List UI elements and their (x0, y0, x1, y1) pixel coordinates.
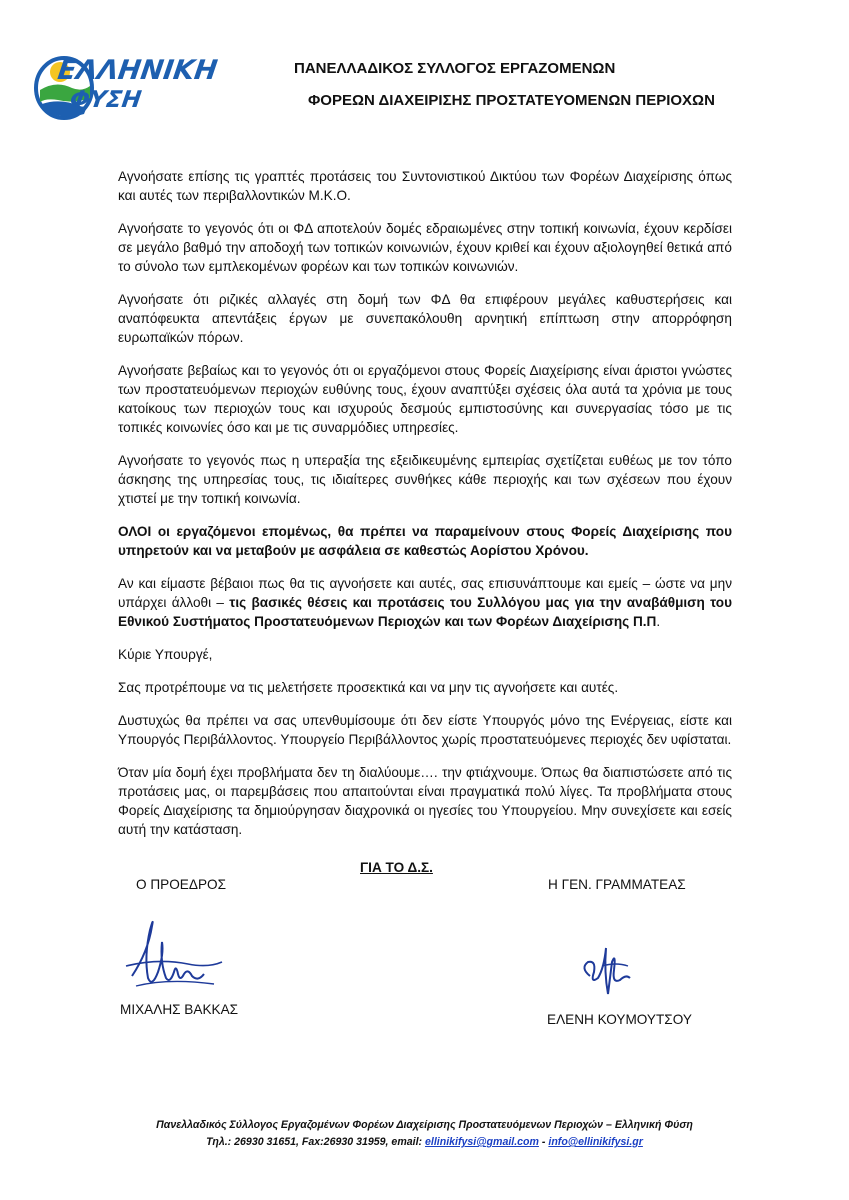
footer-email-gmail-link[interactable]: ellinikifysi@gmail.com (425, 1136, 539, 1148)
paragraph-7-bold: τις βασικές θέσεις και προτάσεις του Συλλόγου μας για την αναβάθμιση του Εθνικού Συστήματος Προστατευόμενων Περιοχών και των Φορέων Διαχείρισης Π.Π (118, 595, 732, 629)
paragraph-4: Αγνοήσατε βεβαίως και το γεγονός ότι οι εργαζόμενοι στους Φορείς Διαχείρισης είναι άριστοι γνώστες των προστατευόμενων περιοχών ευθύνης τους, έχουν αναπτύξει σχέσεις όλα αυτά τα χρόνια με τους κατοίκους των περιοχών τους και ισχυρούς δεσμούς εμπιστοσύνης και συνεργασίας τόσο με τις τοπικές κοινωνίες όσο και με τις συναρμόδιες υπηρεσίες. (118, 363, 732, 435)
president-name: ΜΙΧΑΛΗΣ ΒΑΚΚΑΣ (120, 1002, 239, 1017)
secretary-name: ΕΛΕΝΗ ΚΟΥΜΟΥΤΣΟΥ (547, 1012, 692, 1027)
board-signature-title: ΓΙΑ ΤΟ Δ.Σ. (360, 860, 433, 875)
secretary-signature-icon (572, 938, 658, 1002)
secretary-role: Η ΓΕΝ. ΓΡΑΜΜΑΤΕΑΣ (548, 877, 686, 892)
footer-email-info-link[interactable]: info@ellinikifysi.gr (548, 1136, 643, 1148)
footer-phone-fax: Τηλ.: 26930 31651, Fax:26930 31959, email: (206, 1136, 425, 1148)
logo-text-line2: ΦΥΣΗ (68, 87, 143, 113)
paragraph-7 (118, 574, 732, 631)
logo-text-line1: ΕΛΛΗΝΙΚΗ (55, 55, 220, 86)
paragraph-7-text: Αν και είμαστε βέβαιοι πως θα τις αγνοήσετε και αυτές, σας επισυνάπτουμε και εμείς – ώστε να μην υπάρχει άλλοθι – (118, 576, 732, 610)
footer-organization: Πανελλαδικός Σύλλογος Εργαζομένων Φορέων Διαχείρισης Προστατευόμενων Περιοχών – Ελληνική Φύση (156, 1119, 693, 1131)
footer-separator: - (538, 1136, 549, 1148)
president-signature-icon (118, 912, 228, 994)
footer-contact (0, 1136, 849, 1148)
paragraph-6-bold: ΟΛΟΙ οι εργαζόμενοι επομένως, θα πρέπει να παραμείνουν στους Φορείς Διαχείρισης που υπηρετούν και να μεταβούν με ασφάλεια σε καθεστώς Αορίστου Χρόνου. (118, 524, 732, 558)
paragraph-11: Όταν μία δομή έχει προβλήματα δεν τη διαλύουμε…. την φτιάχνουμε. Όπως θα διαπιστώσετε από τις προτάσεις μας, οι παρεμβάσεις που απαιτούνται είναι πραγματικά πολύ λίγες. Τα προβλήματα στους Φορείς Διαχείρισης τα δημιούργησαν διαχρονικά οι ηγεσίες του Υπουργείου. Μην συνεχίσετε και εσείς αυτή την κατάσταση. (118, 765, 732, 837)
paragraph-5: Αγνοήσατε το γεγονός πως η υπεραξία της εξειδικευμένης εμπειρίας σχετίζεται ευθέως με τον τόπο άσκησης της υπηρεσίας τους, τις ιδιαίτερες συνθήκες κάθε περιοχής και των σχέσεων που έχουν χτιστεί με την τοπική κοινωνία. (118, 453, 732, 506)
org-header-line2: ΦΟΡΕΩΝ ΔΙΑΧΕΙΡΙΣΗΣ ΠΡΟΣΤΑΤΕΥΟΜΕΝΩΝ ΠΕΡΙΟΧΩΝ (308, 92, 715, 109)
salutation: Κύριε Υπουργέ, (118, 647, 213, 662)
paragraph-9: Σας προτρέπουμε να τις μελετήσετε προσεκτικά και να μην τις αγνοήσετε και αυτές. (118, 680, 619, 695)
paragraph-10: Δυστυχώς θα πρέπει να σας υπενθυμίσουμε ότι δεν είστε Υπουργός μόνο της Ενέργειας, είστε και Υπουργός Περιβάλλοντος. Υπουργείο Περιβάλλοντος χωρίς προστατευόμενες περιοχές δεν υφίσταται. (118, 713, 732, 747)
paragraph-7-end: . (656, 614, 661, 629)
letter-body (118, 167, 732, 853)
paragraph-2: Αγνοήσατε το γεγονός ότι οι ΦΔ αποτελούν δομές εδραιωμένες στην τοπική κοινωνία, έχουν κερδίσει σε μεγάλο βαθμό την αποδοχή των τοπικών κοινωνιών, έχουν κριθεί και έχουν αξιολογηθεί θετικά από το σύνολο των εμπλεκομένων φορέων και των τοπικών κοινωνιών. (118, 221, 732, 274)
president-role: Ο ΠΡΟΕΔΡΟΣ (136, 877, 226, 892)
paragraph-3: Αγνοήσατε ότι ριζικές αλλαγές στη δομή των ΦΔ θα επιφέρουν μεγάλες καθυστερήσεις και αναπόφευκτα απεντάξεις έργων με συνεπακόλουθη αρνητική επίπτωση στην απορρόφηση ευρωπαϊκών πόρων. (118, 292, 732, 345)
org-header-line1: ΠΑΝΕΛΛΑΔΙΚΟΣ ΣΥΛΛΟΓΟΣ ΕΡΓΑΖΟΜΕΝΩΝ (294, 60, 616, 77)
paragraph-1: Αγνοήσατε επίσης τις γραπτές προτάσεις του Συντονιστικού Δικτύου των Φορέων Διαχείρισης όπως και αυτές των περιβαλλοντικών Μ.Κ.Ο. (118, 169, 732, 203)
